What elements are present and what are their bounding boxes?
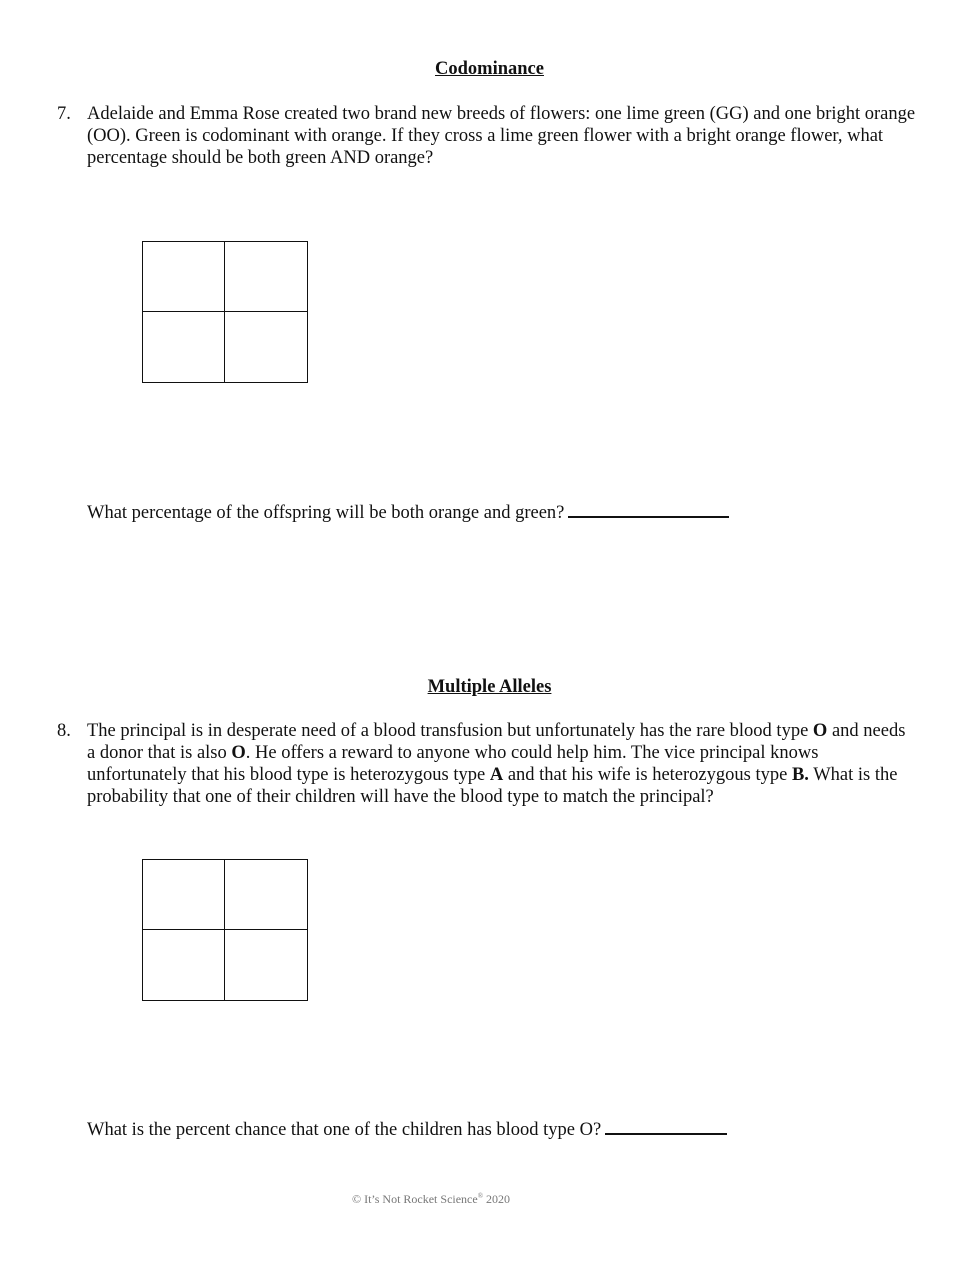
question-8-text-part: and needs a donor that is also	[87, 721, 906, 763]
blood-type-o: O	[231, 743, 246, 763]
section-heading-multiple-alleles: Multiple Alleles	[427, 677, 552, 697]
punnett-cell[interactable]	[143, 312, 225, 382]
question-number-8: 8.	[57, 721, 71, 741]
question-8-text-part: . He offers a reward to anyone who could help him. The vice principal knows unfortunately that his blood type is heterozygous type	[87, 743, 819, 785]
copyright-year: 2020	[486, 1192, 511, 1206]
punnett-square-8	[142, 859, 308, 1001]
punnett-cell[interactable]	[225, 242, 307, 312]
answer-line-7	[87, 500, 729, 524]
answer-line-8	[87, 1117, 727, 1141]
punnett-cell[interactable]	[225, 860, 307, 930]
question-number-7: 7.	[57, 104, 71, 124]
punnett-cell[interactable]	[225, 312, 307, 382]
section-heading-codominance: Codominance	[435, 59, 544, 79]
punnett-cell[interactable]	[143, 930, 225, 1000]
question-7-text: Adelaide and Emma Rose created two brand new breeds of flowers: one lime green (GG) and one bright orange (OO). Green is codominant with orange. If they cross a lime green flower with a bright orange flower, what percentage should be both green AND orange?	[87, 104, 916, 168]
blood-type-a: A	[489, 765, 504, 785]
punnett-cell[interactable]	[143, 242, 225, 312]
footer-copyright	[0, 1185, 862, 1210]
blood-type-b: B.	[791, 765, 809, 785]
question-8-text-part: The principal is in desperate need of a blood transfusion but unfortunately has the rare blood type	[87, 721, 813, 741]
answer-blank-8[interactable]	[605, 1117, 727, 1135]
punnett-cell[interactable]	[143, 860, 225, 930]
answer-prompt-7: What percentage of the offspring will be both orange and green?	[87, 503, 565, 523]
question-8-text-part: What is the probability that one of their children will have the blood type to match the principal?	[87, 765, 898, 807]
punnett-square-7	[142, 241, 308, 383]
question-8-text	[87, 720, 917, 808]
copyright-text: © It’s Not Rocket Science	[351, 1192, 478, 1206]
question-8-text-part: and that his wife is heterozygous type	[503, 765, 792, 785]
registered-mark: ®	[477, 1192, 484, 1200]
blood-type-o: O	[812, 721, 828, 741]
answer-prompt-8: What is the percent chance that one of the children has blood type O?	[87, 1120, 602, 1140]
punnett-cell[interactable]	[225, 930, 307, 1000]
answer-blank-7[interactable]	[568, 500, 729, 518]
